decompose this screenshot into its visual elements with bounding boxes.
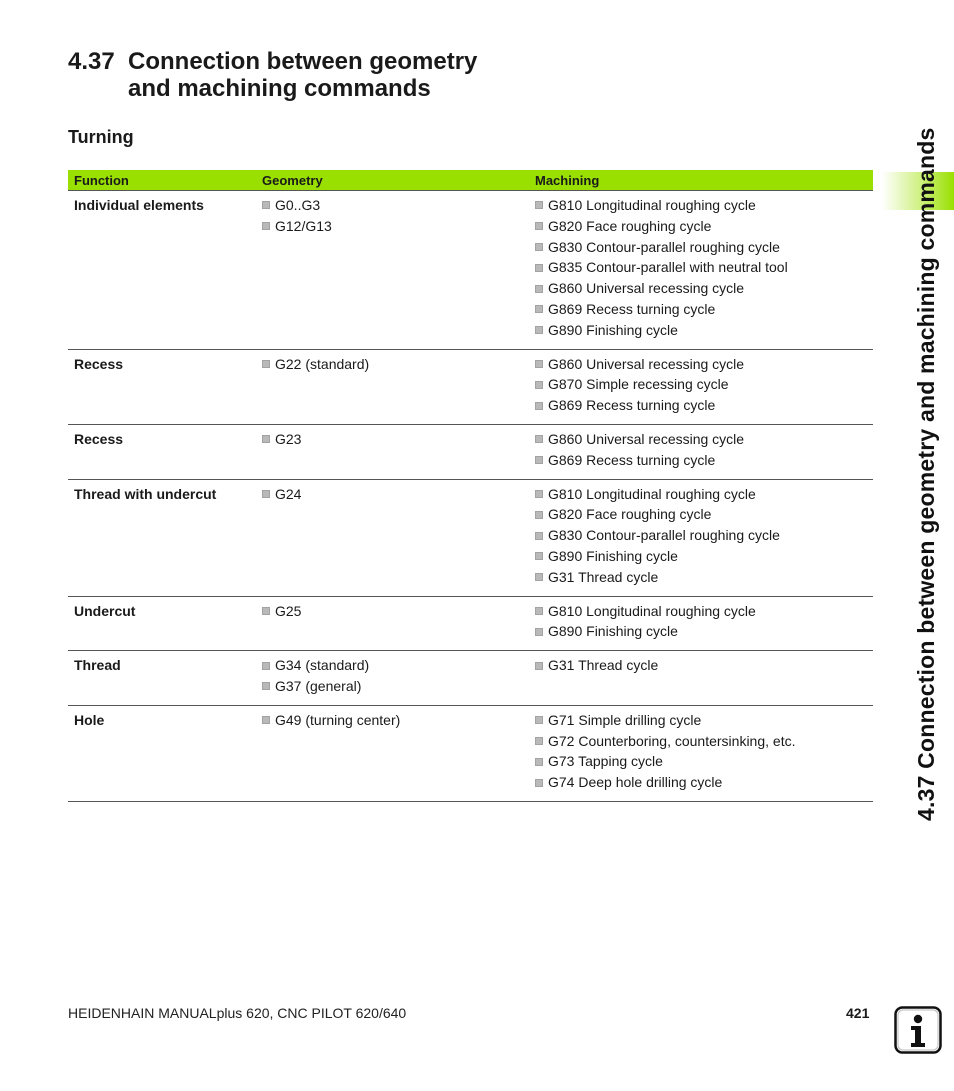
machining-item-text: G869 Recess turning cycle — [548, 300, 716, 317]
list-item — [535, 772, 867, 793]
geometry-item-text: G12/G13 — [275, 217, 332, 234]
square-bullet-icon — [262, 662, 270, 670]
geometry-item-text: G24 — [275, 485, 302, 502]
machining-item-text: G860 Universal recessing cycle — [548, 280, 745, 297]
machining-list — [535, 484, 867, 588]
list-item — [535, 257, 867, 278]
machining-item-text: G810 Longitudinal roughing cycle — [548, 602, 756, 619]
machining-item-text: G74 Deep hole drilling cycle — [548, 774, 723, 791]
list-item — [535, 320, 867, 341]
machining-cell — [529, 424, 873, 479]
list-item — [535, 601, 867, 622]
square-bullet-icon — [535, 628, 543, 636]
square-bullet-icon — [262, 716, 270, 724]
section-number: 4.37 — [68, 48, 115, 75]
square-bullet-icon — [535, 285, 543, 293]
square-bullet-icon — [535, 222, 543, 230]
machining-cell — [529, 479, 873, 596]
list-item — [262, 676, 523, 697]
table-row — [68, 191, 873, 350]
square-bullet-icon — [262, 360, 270, 368]
function-cell: Undercut — [68, 596, 256, 651]
geometry-list — [262, 601, 523, 622]
square-bullet-icon — [535, 402, 543, 410]
machining-item-text: G860 Universal recessing cycle — [548, 430, 745, 447]
table-row — [68, 596, 873, 651]
list-item — [535, 450, 867, 471]
square-bullet-icon — [262, 222, 270, 230]
machining-item-text: G72 Counterboring, countersinking, etc. — [548, 732, 796, 749]
subheading: Turning — [68, 127, 134, 147]
geometry-item-text: G34 (standard) — [275, 657, 370, 674]
machining-item-text: G830 Contour-parallel roughing cycle — [548, 238, 780, 255]
list-item — [262, 655, 523, 676]
list-item — [535, 216, 867, 237]
square-bullet-icon — [535, 532, 543, 540]
square-bullet-icon — [262, 490, 270, 498]
title-line-2: and machining commands — [128, 75, 431, 102]
list-item — [535, 278, 867, 299]
list-item — [535, 484, 867, 505]
machining-cell — [529, 191, 873, 350]
geometry-list — [262, 429, 523, 450]
machining-cell — [529, 596, 873, 651]
table-row — [68, 479, 873, 596]
geometry-item-text: G49 (turning center) — [275, 711, 401, 728]
info-icon — [894, 1006, 942, 1054]
machining-cell — [529, 349, 873, 424]
footer-brand: HEIDENHAIN MANUALplus 620, CNC PILOT 620/640 — [68, 1005, 407, 1021]
list-item — [535, 731, 867, 752]
table-row — [68, 705, 873, 801]
square-bullet-icon — [535, 456, 543, 464]
geometry-item-text: G37 (general) — [275, 677, 362, 694]
square-bullet-icon — [535, 552, 543, 560]
title-line-1: Connection between geometry — [128, 48, 478, 75]
geometry-list — [262, 354, 523, 375]
geometry-cell — [256, 349, 529, 424]
list-item — [535, 354, 867, 375]
list-item — [535, 429, 867, 450]
square-bullet-icon — [535, 326, 543, 334]
table-row — [68, 349, 873, 424]
geometry-list — [262, 710, 523, 731]
machining-list — [535, 195, 867, 341]
machining-item-text: G869 Recess turning cycle — [548, 397, 716, 414]
table-row — [68, 651, 873, 706]
geometry-list — [262, 655, 523, 697]
square-bullet-icon — [535, 381, 543, 389]
list-item — [535, 710, 867, 731]
machining-item-text: G810 Longitudinal roughing cycle — [548, 485, 756, 502]
machining-item-text: G820 Face roughing cycle — [548, 217, 712, 234]
machining-item-text: G810 Longitudinal roughing cycle — [548, 197, 756, 213]
square-bullet-icon — [535, 758, 543, 766]
geometry-cell — [256, 596, 529, 651]
page-number: 421 — [846, 1005, 870, 1021]
list-item — [262, 429, 523, 450]
machining-item-text: G890 Finishing cycle — [548, 623, 678, 640]
square-bullet-icon — [262, 607, 270, 615]
machining-item-text: G830 Contour-parallel roughing cycle — [548, 527, 780, 544]
table-header-row — [68, 170, 873, 191]
machining-list — [535, 655, 867, 676]
column-header-machining: Machining — [529, 170, 873, 191]
machining-list — [535, 429, 867, 471]
square-bullet-icon — [535, 360, 543, 368]
machining-item-text: G31 Thread cycle — [548, 657, 659, 674]
geometry-item-text: G25 — [275, 602, 302, 619]
geometry-cell — [256, 479, 529, 596]
list-item — [262, 601, 523, 622]
geometry-cell — [256, 191, 529, 350]
geometry-item-text: G23 — [275, 430, 302, 447]
machining-item-text: G890 Finishing cycle — [548, 321, 678, 338]
list-item — [535, 395, 867, 416]
function-cell: Recess — [68, 349, 256, 424]
machining-cell — [529, 651, 873, 706]
square-bullet-icon — [535, 737, 543, 745]
machining-item-text: G860 Universal recessing cycle — [548, 355, 745, 372]
square-bullet-icon — [535, 511, 543, 519]
geometry-list — [262, 195, 523, 237]
square-bullet-icon — [535, 305, 543, 313]
square-bullet-icon — [535, 264, 543, 272]
geometry-cell — [256, 705, 529, 801]
list-item — [535, 567, 867, 588]
square-bullet-icon — [535, 435, 543, 443]
square-bullet-icon — [535, 662, 543, 670]
function-cell: Thread with undercut — [68, 479, 256, 596]
list-item — [262, 484, 523, 505]
list-item — [262, 216, 523, 237]
list-item — [535, 655, 867, 676]
side-chapter-title: 4.37 Connection between geometry and machining commands — [913, 127, 939, 821]
square-bullet-icon — [535, 490, 543, 498]
square-bullet-icon — [535, 607, 543, 615]
square-bullet-icon — [262, 682, 270, 690]
square-bullet-icon — [535, 201, 543, 209]
square-bullet-icon — [535, 716, 543, 724]
machining-list — [535, 354, 867, 416]
column-header-geometry: Geometry — [256, 170, 529, 191]
list-item — [262, 710, 523, 731]
geometry-cell — [256, 651, 529, 706]
geometry-item-text: G0..G3 — [275, 197, 321, 213]
list-item — [535, 546, 867, 567]
machining-item-text: G870 Simple recessing cycle — [548, 376, 729, 393]
geometry-cell — [256, 424, 529, 479]
geometry-item-text: G22 (standard) — [275, 355, 370, 372]
square-bullet-icon — [262, 201, 270, 209]
square-bullet-icon — [535, 573, 543, 581]
list-item — [262, 195, 523, 216]
table-row — [68, 424, 873, 479]
machining-item-text: G31 Thread cycle — [548, 568, 659, 585]
function-cell: Recess — [68, 424, 256, 479]
machining-item-text: G835 Contour-parallel with neutral tool — [548, 259, 788, 276]
list-item — [535, 374, 867, 395]
list-item — [535, 504, 867, 525]
list-item — [535, 751, 867, 772]
page-title — [68, 48, 668, 102]
geometry-list — [262, 484, 523, 505]
machining-item-text: G890 Finishing cycle — [548, 547, 678, 564]
title-text — [128, 48, 477, 102]
square-bullet-icon — [535, 243, 543, 251]
list-item — [535, 195, 867, 216]
machining-item-text: G820 Face roughing cycle — [548, 506, 712, 523]
list-item — [535, 621, 867, 642]
machining-list — [535, 710, 867, 793]
machining-list — [535, 601, 867, 643]
column-header-function: Function — [68, 170, 256, 191]
function-cell: Individual elements — [68, 191, 256, 350]
square-bullet-icon — [262, 435, 270, 443]
machining-item-text: G869 Recess turning cycle — [548, 451, 716, 468]
machining-cell — [529, 705, 873, 801]
list-item — [535, 237, 867, 258]
machining-item-text: G71 Simple drilling cycle — [548, 711, 702, 728]
list-item — [535, 299, 867, 320]
machining-item-text: G73 Tapping cycle — [548, 753, 663, 770]
command-table — [68, 170, 873, 802]
list-item — [262, 354, 523, 375]
function-cell: Thread — [68, 651, 256, 706]
list-item — [535, 525, 867, 546]
square-bullet-icon — [535, 779, 543, 787]
table-body — [68, 191, 873, 802]
function-cell: Hole — [68, 705, 256, 801]
